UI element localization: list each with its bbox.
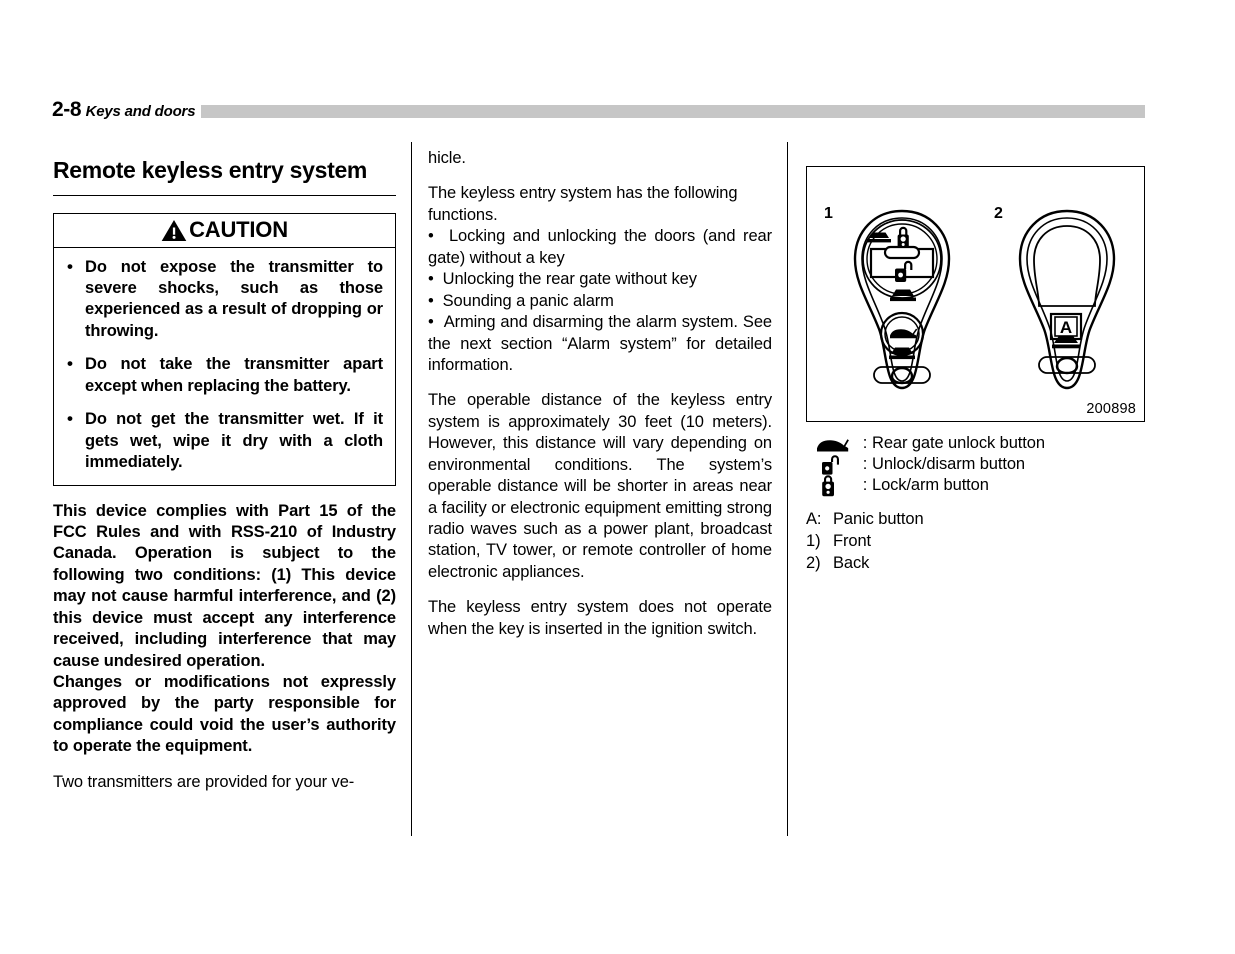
functions-intro: The keyless entry system has the following functions. [428, 184, 738, 224]
section-heading-rule [53, 195, 396, 196]
legend-row [806, 475, 1147, 496]
key-fob-back-icon [1012, 207, 1122, 397]
operable-distance-paragraph: The operable distance of the keyless entry system is approximately 30 feet (10 meters). However, this distance will vary depending on environmental conditions. The system’s operable distance will be shorter in areas near a facility or electronic equipment emitting strong radio waves such as a power plant, broadcast station, TV tower, or remote controller of home electronic appliances. [428, 391, 772, 581]
caution-item: • Do not take the transmitter apart except when replacing the battery. [64, 354, 383, 397]
legend-row [806, 433, 1147, 454]
unlock-glyph [895, 261, 912, 282]
note-label: Panic button [833, 510, 924, 528]
function-item: • Arming and disarming the alarm system. See the next section “Alarm system” for detailed information. [428, 312, 772, 376]
section-heading: Remote keyless entry system [53, 157, 368, 183]
unlock-padlock-icon [806, 454, 858, 476]
figure-notes [806, 509, 1147, 575]
note-key: A: [806, 510, 822, 528]
fcc-compliance-paragraph: This device complies with Part 15 of the FCC Rules and with RSS-210 of Industry Canada. Operation is subject to the following two conditions: (1) This device may not cause harmful interference, and (2) this device must accept any interference received, including interference that may cause undesired operation. [53, 501, 396, 670]
column-one [53, 148, 396, 807]
caution-item: • Do not expose the transmitter to severe shocks, such as those experienced as a result of dropping or throwing. [64, 257, 383, 343]
note-label: Back [833, 553, 870, 572]
legend-separator: : [862, 455, 868, 473]
page-number: 2-8 [52, 98, 82, 121]
legend-label: Rear gate unlock button [872, 433, 1045, 452]
function-item: • Sounding a panic alarm [428, 291, 772, 312]
continued-word: hicle. [428, 149, 466, 167]
header-gray-bar [52, 105, 1145, 118]
legend-label: Unlock/disarm button [872, 454, 1025, 473]
column-divider-2 [787, 142, 788, 836]
column-two [428, 148, 772, 654]
note-key: 2) [806, 553, 821, 572]
rear-gate-glyph [890, 329, 917, 339]
lock-padlock-icon [806, 474, 858, 498]
figure-id: 200898 [1086, 401, 1136, 417]
note-row [806, 553, 1147, 575]
legend-label: Lock/arm button [872, 475, 989, 494]
note-key: 1) [806, 531, 821, 550]
caution-label: CAUTION [189, 217, 288, 243]
column-divider-1 [411, 142, 412, 836]
lock-glyph [898, 227, 909, 248]
page-running-header [52, 98, 1145, 120]
figure-callout-1: 1 [824, 205, 833, 222]
modifications-paragraph: Changes or modifications not expressly approved by the party responsible for compliance could void the user’s authority to operate the equipment. [53, 673, 396, 756]
legend-separator: : [862, 476, 868, 494]
ignition-note-paragraph: The keyless entry system does not operate when the key is inserted in the ignition switch. [428, 598, 772, 638]
column-three [806, 148, 1147, 575]
key-fob-figure [806, 166, 1145, 422]
note-row [806, 531, 1147, 553]
transmitters-paragraph: Two transmitters are provided for your ve- [53, 772, 355, 791]
legend-row [806, 454, 1147, 475]
chapter-title: Keys and doors [85, 103, 196, 120]
figure-callout-2: 2 [994, 205, 1003, 222]
caution-body [53, 248, 396, 486]
function-item: • Unlocking the rear gate without key [428, 269, 772, 290]
legend-separator: : [862, 434, 868, 452]
caution-box [53, 213, 396, 486]
note-row [806, 509, 1147, 531]
caution-item: • Do not get the transmitter wet. If it gets wet, wipe it dry with a cloth immediately. [64, 409, 383, 473]
panic-button-letter: A [1059, 318, 1073, 337]
caution-item-list [64, 257, 383, 474]
note-label: Front [833, 531, 872, 550]
function-item: • Locking and unlocking the doors (and rear gate) without a key [428, 226, 772, 269]
caution-header [53, 213, 396, 248]
rear-gate-unlock-icon [806, 435, 858, 452]
warning-triangle-icon [161, 219, 187, 242]
figure-legend [806, 433, 1147, 496]
header-label-group [52, 98, 201, 122]
key-fob-front-icon [847, 207, 957, 397]
